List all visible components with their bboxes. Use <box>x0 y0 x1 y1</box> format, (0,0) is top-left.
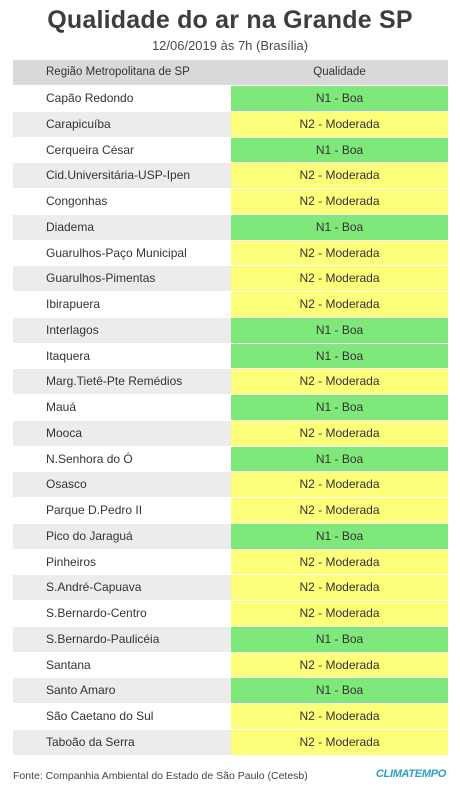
table-row <box>13 241 448 267</box>
table-row <box>13 601 448 627</box>
quality-cell: N2 - Moderada <box>231 472 448 497</box>
region-cell: Itaquera <box>13 344 231 369</box>
page-subtitle: 12/06/2019 às 7h (Brasília) <box>151 38 309 53</box>
region-cell: S.André-Capuava <box>13 575 231 600</box>
region-cell: Mooca <box>13 421 231 446</box>
quality-cell: N2 - Moderada <box>231 653 448 678</box>
quality-cell: N1 - Boa <box>231 447 448 472</box>
table-row <box>13 395 448 421</box>
table-row <box>13 524 448 550</box>
region-cell: São Caetano do Sul <box>13 704 231 729</box>
region-cell: Pinheiros <box>13 550 231 575</box>
region-cell: S.Bernardo-Paulicéia <box>13 627 231 652</box>
quality-cell: N1 - Boa <box>231 678 448 703</box>
table-row <box>13 138 448 164</box>
table-row <box>13 653 448 679</box>
quality-cell: N2 - Moderada <box>231 730 448 755</box>
table-row <box>13 472 448 498</box>
region-cell: Diadema <box>13 215 231 240</box>
page-title: Qualidade do ar na Grande SP <box>47 6 413 34</box>
quality-cell: N2 - Moderada <box>231 550 448 575</box>
quality-cell: N1 - Boa <box>231 627 448 652</box>
region-cell: S.Bernardo-Centro <box>13 601 231 626</box>
quality-cell: N2 - Moderada <box>231 163 448 188</box>
table-row <box>13 421 448 447</box>
quality-cell: N2 - Moderada <box>231 112 448 137</box>
region-cell: Carapicuíba <box>13 112 231 137</box>
region-cell: N.Senhora do Ó <box>13 447 231 472</box>
region-cell: Santana <box>13 653 231 678</box>
region-cell: Cerqueira César <box>13 138 231 163</box>
table-row <box>13 215 448 241</box>
table-row <box>13 266 448 292</box>
header-region: Região Metropolitana de SP <box>13 60 231 85</box>
quality-cell: N2 - Moderada <box>231 292 448 317</box>
table-row <box>13 498 448 524</box>
region-cell: Congonhas <box>13 189 231 214</box>
table-row <box>13 447 448 473</box>
region-cell: Marg.Tietê-Pte Remédios <box>13 369 231 394</box>
table-row <box>13 575 448 601</box>
source-footnote: Fonte: Companhia Ambiental do Estado de São Paulo (Cetesb) <box>13 770 308 782</box>
quality-cell: N1 - Boa <box>231 395 448 420</box>
region-cell: Guarulhos-Pimentas <box>13 266 231 291</box>
table-header-row <box>13 60 448 86</box>
region-cell: Guarulhos-Paço Municipal <box>13 241 231 266</box>
table-row <box>13 627 448 653</box>
quality-cell: N2 - Moderada <box>231 704 448 729</box>
region-cell: Ibirapuera <box>13 292 231 317</box>
air-quality-table <box>13 60 448 756</box>
quality-cell: N2 - Moderada <box>231 241 448 266</box>
quality-cell: N1 - Boa <box>231 524 448 549</box>
table-row <box>13 678 448 704</box>
table-row <box>13 292 448 318</box>
table-row <box>13 704 448 730</box>
table-row <box>13 112 448 138</box>
table-body <box>13 86 448 756</box>
quality-cell: N2 - Moderada <box>231 189 448 214</box>
quality-cell: N1 - Boa <box>231 86 448 111</box>
quality-cell: N2 - Moderada <box>231 601 448 626</box>
table-row <box>13 550 448 576</box>
quality-cell: N1 - Boa <box>231 215 448 240</box>
quality-cell: N1 - Boa <box>231 138 448 163</box>
region-cell: Interlagos <box>13 318 231 343</box>
region-cell: Cid.Universitária-USP-Ipen <box>13 163 231 188</box>
table-row <box>13 86 448 112</box>
quality-cell: N1 - Boa <box>231 344 448 369</box>
table-row <box>13 730 448 756</box>
header-quality: Qualidade <box>231 60 448 85</box>
table-row <box>13 189 448 215</box>
quality-cell: N2 - Moderada <box>231 421 448 446</box>
region-cell: Osasco <box>13 472 231 497</box>
region-cell: Santo Amaro <box>13 678 231 703</box>
region-cell: Capão Redondo <box>13 86 231 111</box>
quality-cell: N2 - Moderada <box>231 498 448 523</box>
quality-cell: N2 - Moderada <box>231 266 448 291</box>
region-cell: Parque D.Pedro II <box>13 498 231 523</box>
table-row <box>13 369 448 395</box>
region-cell: Taboão da Serra <box>13 730 231 755</box>
table-row <box>13 344 448 370</box>
region-cell: Mauá <box>13 395 231 420</box>
table-row <box>13 318 448 344</box>
quality-cell: N2 - Moderada <box>231 575 448 600</box>
quality-cell: N2 - Moderada <box>231 369 448 394</box>
table-row <box>13 163 448 189</box>
brand-logo: CLIMATEMPO <box>375 768 446 780</box>
region-cell: Pico do Jaraguá <box>13 524 231 549</box>
quality-cell: N1 - Boa <box>231 318 448 343</box>
